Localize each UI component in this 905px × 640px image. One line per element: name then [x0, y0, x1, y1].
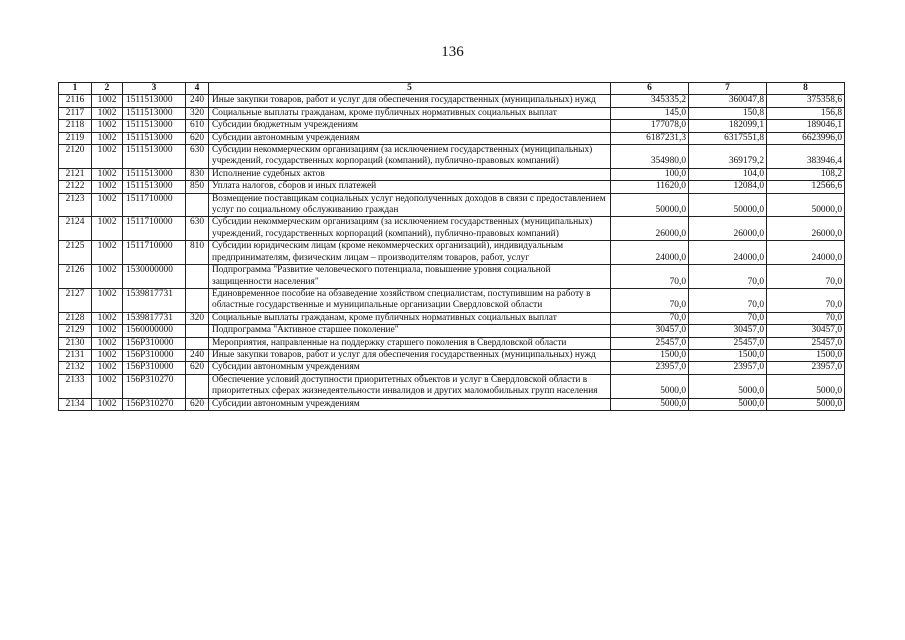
- amount-cell-7: 5000,0: [689, 398, 767, 410]
- table-row: [59, 337, 845, 349]
- column-header: 8: [767, 83, 845, 95]
- section-code-cell: 1002: [92, 95, 123, 107]
- target-article-cell: 1530000000: [123, 265, 186, 289]
- amount-cell-6: 70,0: [611, 288, 689, 312]
- column-header: 7: [689, 83, 767, 95]
- target-article-cell: 156P310270: [123, 398, 186, 410]
- row-number-cell: 2134: [59, 398, 92, 410]
- section-code-cell: 1002: [92, 181, 123, 193]
- amount-cell-7: 1500,0: [689, 349, 767, 361]
- description-cell: Социальные выплаты гражданам, кроме публичных нормативных социальных выплат: [209, 312, 611, 324]
- amount-cell-7: 25457,0: [689, 337, 767, 349]
- amount-cell-7: 104,0: [689, 168, 767, 180]
- target-article-cell: 1511513000: [123, 145, 186, 169]
- amount-cell-8: 12566,6: [767, 181, 845, 193]
- description-cell: Субсидии бюджетным учреждениям: [209, 120, 611, 132]
- target-article-cell: 156P310000: [123, 337, 186, 349]
- expense-type-cell: [186, 374, 209, 398]
- table-row: [59, 132, 845, 144]
- amount-cell-6: 145,0: [611, 107, 689, 119]
- section-code-cell: 1002: [92, 349, 123, 361]
- description-cell: Субсидии автономным учреждениям: [209, 362, 611, 374]
- amount-cell-8: 70,0: [767, 312, 845, 324]
- amount-cell-6: 50000,0: [611, 193, 689, 217]
- table-row: [59, 398, 845, 410]
- description-cell: Субсидии автономным учреждениям: [209, 132, 611, 144]
- expense-type-cell: [186, 288, 209, 312]
- row-number-cell: 2130: [59, 337, 92, 349]
- amount-cell-7: 70,0: [689, 312, 767, 324]
- amount-cell-7: 369179,2: [689, 145, 767, 169]
- row-number-cell: 2128: [59, 312, 92, 324]
- row-number-cell: 2118: [59, 120, 92, 132]
- target-article-cell: 156P310270: [123, 374, 186, 398]
- target-article-cell: 1511513000: [123, 120, 186, 132]
- expense-type-cell: 620: [186, 362, 209, 374]
- amount-cell-8: 383946,4: [767, 145, 845, 169]
- description-cell: Социальные выплаты гражданам, кроме публичных нормативных социальных выплат: [209, 107, 611, 119]
- section-code-cell: 1002: [92, 374, 123, 398]
- section-code-cell: 1002: [92, 120, 123, 132]
- target-article-cell: 156P310000: [123, 349, 186, 361]
- description-cell: Иные закупки товаров, работ и услуг для обеспечения государственных (муниципальных) нужд: [209, 95, 611, 107]
- amount-cell-7: 150,8: [689, 107, 767, 119]
- amount-cell-6: 177078,0: [611, 120, 689, 132]
- table-row: [59, 349, 845, 361]
- row-number-cell: 2116: [59, 95, 92, 107]
- description-cell: Мероприятия, направленные на поддержку старшего поколения в Свердловской области: [209, 337, 611, 349]
- section-code-cell: 1002: [92, 337, 123, 349]
- amount-cell-6: 1500,0: [611, 349, 689, 361]
- amount-cell-8: 5000,0: [767, 398, 845, 410]
- section-code-cell: 1002: [92, 288, 123, 312]
- target-article-cell: 1511710000: [123, 193, 186, 217]
- description-cell: Иные закупки товаров, работ и услуг для обеспечения государственных (муниципальных) нужд: [209, 349, 611, 361]
- row-number-cell: 2127: [59, 288, 92, 312]
- expense-type-cell: 610: [186, 120, 209, 132]
- row-number-cell: 2133: [59, 374, 92, 398]
- target-article-cell: 1511513000: [123, 107, 186, 119]
- table-row: [59, 288, 845, 312]
- description-cell: Обеспечение условий доступности приоритетных объектов и услуг в Свердловской области в приоритетных сферах жизнедеятельности инвалидов и других маломобильных групп населения: [209, 374, 611, 398]
- expense-type-cell: 620: [186, 132, 209, 144]
- amount-cell-6: 354980,0: [611, 145, 689, 169]
- column-header: 3: [123, 83, 186, 95]
- expense-type-cell: [186, 337, 209, 349]
- table-row: [59, 241, 845, 265]
- amount-cell-7: 5000,0: [689, 374, 767, 398]
- table-row: [59, 181, 845, 193]
- table-row: [59, 265, 845, 289]
- amount-cell-8: 23957,0: [767, 362, 845, 374]
- description-cell: Подпрограмма "Развитие человеческого потенциала, повышение уровня социальной защищенности населения": [209, 265, 611, 289]
- row-number-cell: 2121: [59, 168, 92, 180]
- table-row: [59, 168, 845, 180]
- amount-cell-8: 26000,0: [767, 217, 845, 241]
- column-header: 1: [59, 83, 92, 95]
- row-number-cell: 2120: [59, 145, 92, 169]
- table-row: [59, 362, 845, 374]
- description-cell: Возмещение поставщикам социальных услуг недополученных доходов в связи с предоставлением услуг по социальному обслуживанию граждан: [209, 193, 611, 217]
- amount-cell-7: 70,0: [689, 288, 767, 312]
- table-body: [59, 95, 845, 411]
- amount-cell-8: 25457,0: [767, 337, 845, 349]
- column-header: 2: [92, 83, 123, 95]
- target-article-cell: 1511513000: [123, 132, 186, 144]
- section-code-cell: 1002: [92, 312, 123, 324]
- amount-cell-7: 26000,0: [689, 217, 767, 241]
- amount-cell-6: 345335,2: [611, 95, 689, 107]
- section-code-cell: 1002: [92, 145, 123, 169]
- target-article-cell: 1511513000: [123, 181, 186, 193]
- amount-cell-8: 189046,1: [767, 120, 845, 132]
- section-code-cell: 1002: [92, 193, 123, 217]
- amount-cell-8: 375358,6: [767, 95, 845, 107]
- section-code-cell: 1002: [92, 325, 123, 337]
- amount-cell-7: 24000,0: [689, 241, 767, 265]
- amount-cell-6: 11620,0: [611, 181, 689, 193]
- amount-cell-8: 1500,0: [767, 349, 845, 361]
- table-row: [59, 107, 845, 119]
- target-article-cell: 1560000000: [123, 325, 186, 337]
- page-number: 136: [441, 44, 464, 60]
- row-number-cell: 2123: [59, 193, 92, 217]
- expense-type-cell: 830: [186, 168, 209, 180]
- amount-cell-8: 70,0: [767, 265, 845, 289]
- target-article-cell: 1511710000: [123, 217, 186, 241]
- expense-type-cell: 240: [186, 95, 209, 107]
- amount-cell-6: 5000,0: [611, 398, 689, 410]
- table-row: [59, 312, 845, 324]
- description-cell: Субсидии автономным учреждениям: [209, 398, 611, 410]
- amount-cell-6: 25457,0: [611, 337, 689, 349]
- table-row: [59, 374, 845, 398]
- amount-cell-6: 70,0: [611, 265, 689, 289]
- table-row: [59, 193, 845, 217]
- target-article-cell: 156P310000: [123, 362, 186, 374]
- amount-cell-8: 30457,0: [767, 325, 845, 337]
- column-header: 4: [186, 83, 209, 95]
- description-cell: Субсидии юридическим лицам (кроме некоммерческих организаций), индивидуальным предпринимателям, физическим лицам – производителям товаров, работ, услуг: [209, 241, 611, 265]
- description-cell: Субсидии некоммерческим организациям (за исключением государственных (муниципальных) учреждений, государственных корпораций (компаний), публично-правовых компаний): [209, 217, 611, 241]
- section-code-cell: 1002: [92, 265, 123, 289]
- amount-cell-8: 156,8: [767, 107, 845, 119]
- description-cell: Исполнение судебных актов: [209, 168, 611, 180]
- target-article-cell: 1539817731: [123, 312, 186, 324]
- row-number-cell: 2119: [59, 132, 92, 144]
- budget-table: [58, 82, 845, 411]
- expense-type-cell: 630: [186, 217, 209, 241]
- description-cell: Субсидии некоммерческим организациям (за исключением государственных (муниципальных) учреждений, государственных корпораций (компаний), публично-правовых компаний): [209, 145, 611, 169]
- amount-cell-8: 50000,0: [767, 193, 845, 217]
- section-code-cell: 1002: [92, 107, 123, 119]
- amount-cell-7: 360047,8: [689, 95, 767, 107]
- amount-cell-7: 50000,0: [689, 193, 767, 217]
- amount-cell-6: 5000,0: [611, 374, 689, 398]
- expense-type-cell: [186, 193, 209, 217]
- amount-cell-6: 70,0: [611, 312, 689, 324]
- column-header: 6: [611, 83, 689, 95]
- amount-cell-8: 24000,0: [767, 241, 845, 265]
- row-number-cell: 2129: [59, 325, 92, 337]
- amount-cell-6: 24000,0: [611, 241, 689, 265]
- expense-type-cell: 810: [186, 241, 209, 265]
- section-code-cell: 1002: [92, 398, 123, 410]
- expense-type-cell: 630: [186, 145, 209, 169]
- expense-type-cell: [186, 325, 209, 337]
- expense-type-cell: 320: [186, 107, 209, 119]
- amount-cell-8: 6623996,0: [767, 132, 845, 144]
- section-code-cell: 1002: [92, 241, 123, 265]
- expense-type-cell: [186, 265, 209, 289]
- description-cell: Единовременное пособие на обзаведение хозяйством специалистам, поступившим на работу в областные государственные и муниципальные организации Свердловской области: [209, 288, 611, 312]
- expense-type-cell: 320: [186, 312, 209, 324]
- amount-cell-7: 23957,0: [689, 362, 767, 374]
- amount-cell-8: 5000,0: [767, 374, 845, 398]
- table-row: [59, 120, 845, 132]
- amount-cell-8: 108,2: [767, 168, 845, 180]
- table-row: [59, 325, 845, 337]
- description-cell: Подпрограмма "Активное старшее поколение": [209, 325, 611, 337]
- amount-cell-7: 70,0: [689, 265, 767, 289]
- amount-cell-7: 182099,1: [689, 120, 767, 132]
- amount-cell-6: 100,0: [611, 168, 689, 180]
- row-number-cell: 2131: [59, 349, 92, 361]
- row-number-cell: 2122: [59, 181, 92, 193]
- section-code-cell: 1002: [92, 217, 123, 241]
- expense-type-cell: 240: [186, 349, 209, 361]
- amount-cell-7: 6317551,8: [689, 132, 767, 144]
- target-article-cell: 1511513000: [123, 168, 186, 180]
- section-code-cell: 1002: [92, 132, 123, 144]
- table-row: [59, 95, 845, 107]
- amount-cell-6: 30457,0: [611, 325, 689, 337]
- section-code-cell: 1002: [92, 168, 123, 180]
- table-row: [59, 217, 845, 241]
- row-number-cell: 2125: [59, 241, 92, 265]
- row-number-cell: 2126: [59, 265, 92, 289]
- description-cell: Уплата налогов, сборов и иных платежей: [209, 181, 611, 193]
- expense-type-cell: 850: [186, 181, 209, 193]
- amount-cell-6: 23957,0: [611, 362, 689, 374]
- row-number-cell: 2117: [59, 107, 92, 119]
- target-article-cell: 1511710000: [123, 241, 186, 265]
- target-article-cell: 1511513000: [123, 95, 186, 107]
- column-header: 5: [209, 83, 611, 95]
- amount-cell-7: 12084,0: [689, 181, 767, 193]
- amount-cell-6: 26000,0: [611, 217, 689, 241]
- amount-cell-6: 6187231,3: [611, 132, 689, 144]
- section-code-cell: 1002: [92, 362, 123, 374]
- table-row: [59, 145, 845, 169]
- target-article-cell: 1539817731: [123, 288, 186, 312]
- table-header-row: [59, 83, 845, 95]
- row-number-cell: 2132: [59, 362, 92, 374]
- amount-cell-7: 30457,0: [689, 325, 767, 337]
- amount-cell-8: 70,0: [767, 288, 845, 312]
- expense-type-cell: 620: [186, 398, 209, 410]
- row-number-cell: 2124: [59, 217, 92, 241]
